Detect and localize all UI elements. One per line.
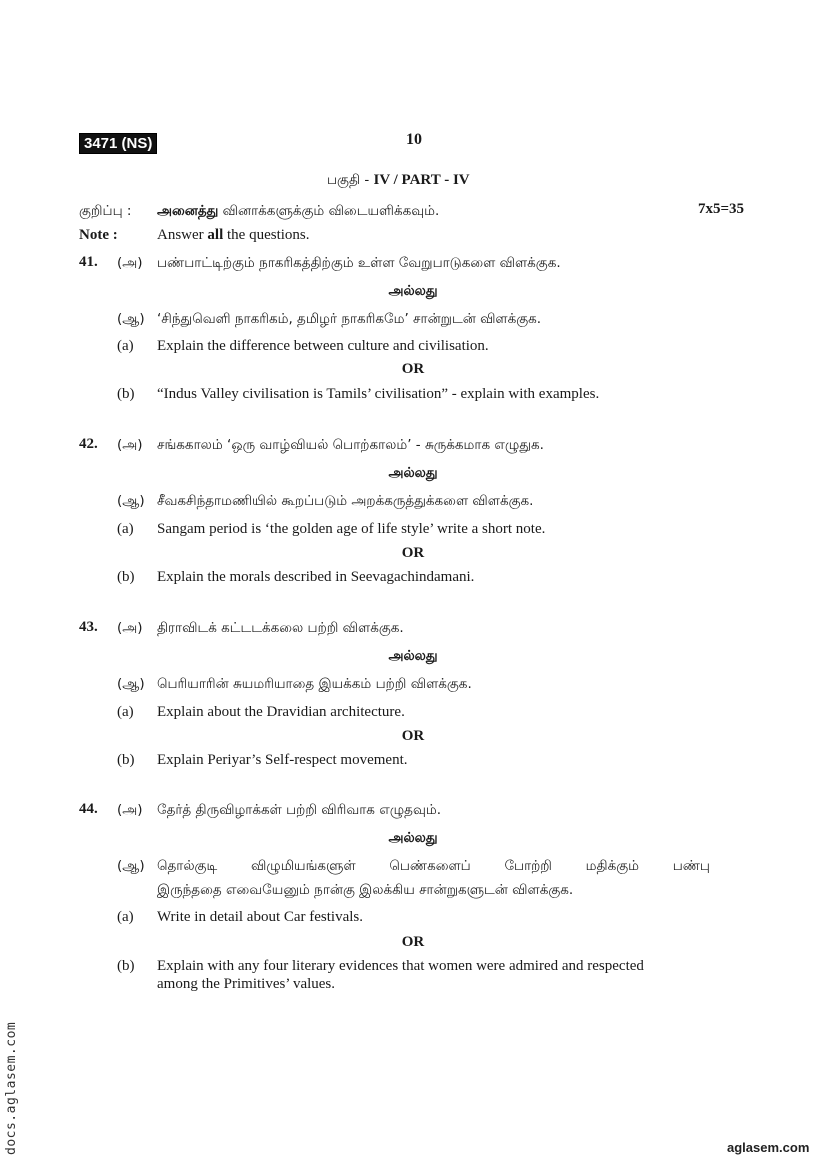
english-option-b-label: (b) bbox=[117, 386, 135, 402]
english-option-b-line1: Explain with any four literary evidences that women were admired and respected bbox=[157, 958, 644, 974]
english-option-b-label: (b) bbox=[117, 752, 135, 768]
tamil-option-b-label: (ஆ) bbox=[117, 676, 145, 692]
part-heading bbox=[327, 172, 470, 190]
tamil-option-b-line2: இருந்ததை எவையேனும் நான்கு இலக்கிய சான்றுகளுடன் விளக்குக. bbox=[157, 882, 574, 898]
tamil-word: போற்றி bbox=[504, 858, 552, 874]
note-bold: all bbox=[207, 227, 224, 243]
tamil-option-a-label: (அ) bbox=[117, 437, 143, 453]
tamil-option-a: சங்ககாலம் ‘ஒரு வாழ்வியல் பொற்காலம்’ - சுருக்கமாக எழுதுக. bbox=[157, 437, 544, 453]
english-option-a: Explain about the Dravidian architecture. bbox=[157, 704, 405, 720]
english-option-b: Explain Periyar’s Self-respect movement. bbox=[157, 752, 408, 768]
tamil-option-a: தேர்த் திருவிழாக்கள் பற்றி விரிவாக எழுதவும். bbox=[157, 802, 442, 818]
tamil-option-a-label: (அ) bbox=[117, 255, 143, 271]
english-or: OR bbox=[401, 728, 425, 744]
tamil-word: விழுமியங்களுள் bbox=[250, 858, 356, 874]
note-post: the questions. bbox=[223, 227, 310, 243]
english-option-b: Explain the morals described in Seevagachindamani. bbox=[157, 569, 475, 585]
tamil-or: அல்லது bbox=[388, 283, 438, 299]
tamil-word: பண்பு bbox=[672, 858, 710, 874]
english-option-a-label: (a) bbox=[117, 909, 134, 925]
tamil-option-b: பெரியாரின் சுயமரியாதை இயக்கம் பற்றி விளக்குக. bbox=[157, 676, 472, 692]
english-option-a-label: (a) bbox=[117, 704, 134, 720]
tamil-note-bold: அனைத்து bbox=[157, 203, 219, 219]
note-pre: Answer bbox=[157, 227, 208, 243]
english-option-b-label: (b) bbox=[117, 569, 135, 585]
page-number: 10 bbox=[406, 131, 422, 148]
tamil-word: பெண்களைப் bbox=[389, 858, 471, 874]
tamil-note-rest: வினாக்களுக்கும் விடையளிக்கவும். bbox=[222, 203, 440, 219]
tamil-option-a: திராவிடக் கட்டடக்கலை பற்றி விளக்குக. bbox=[157, 620, 404, 636]
english-option-b: “Indus Valley civilisation is Tamils’ civilisation” - explain with examples. bbox=[157, 386, 600, 402]
tamil-note-text bbox=[157, 203, 439, 221]
tamil-or: அல்லது bbox=[388, 648, 438, 664]
question-number: 44. bbox=[79, 801, 98, 817]
tamil-option-b: சீவகசிந்தாமணியில் கூறப்படும் அறக்கருத்துக்களை விளக்குக. bbox=[157, 493, 534, 509]
question-number: 43. bbox=[79, 619, 98, 635]
question-number: 42. bbox=[79, 436, 98, 452]
tamil-word: மதிக்கும் bbox=[585, 858, 639, 874]
english-option-b-line2: among the Primitives’ values. bbox=[157, 976, 336, 992]
note-label: Note : bbox=[79, 227, 118, 243]
english-or: OR bbox=[401, 361, 425, 377]
english-or: OR bbox=[401, 545, 425, 561]
side-watermark: docs.aglasem.com bbox=[4, 1021, 19, 1155]
tamil-option-a-label: (அ) bbox=[117, 620, 143, 636]
english-option-a-label: (a) bbox=[117, 338, 134, 354]
english-option-a: Explain the difference between culture and civilisation. bbox=[157, 338, 489, 354]
tamil-option-b-label: (ஆ) bbox=[117, 493, 145, 509]
english-option-a-label: (a) bbox=[117, 521, 134, 537]
tamil-word: தொல்குடி bbox=[157, 858, 218, 874]
english-option-b-label: (b) bbox=[117, 958, 135, 974]
part-heading-tamil: பகுதி - bbox=[327, 172, 374, 188]
english-option-a: Write in detail about Car festivals. bbox=[157, 909, 364, 925]
note-text bbox=[157, 227, 310, 244]
tamil-option-a: பண்பாட்டிற்கும் நாகரிகத்திற்கும் உள்ள வேறுபாடுகளை விளக்குக. bbox=[157, 255, 561, 271]
footer-brand: aglasem.com bbox=[727, 1140, 810, 1155]
total-marks: 7x5=35 bbox=[698, 201, 745, 217]
paper-code-badge: 3471 (NS) bbox=[79, 133, 157, 154]
question-number: 41. bbox=[79, 254, 98, 270]
tamil-option-a-label: (அ) bbox=[117, 802, 143, 818]
tamil-option-b-label: (ஆ) bbox=[117, 311, 145, 327]
tamil-note-label: குறிப்பு : bbox=[79, 203, 132, 219]
part-heading-english: IV / PART - IV bbox=[373, 172, 470, 188]
tamil-option-b-line1 bbox=[157, 858, 710, 876]
tamil-or: அல்லது bbox=[388, 465, 438, 481]
english-or: OR bbox=[401, 934, 425, 950]
tamil-option-b: ‘சிந்துவெளி நாகரிகம், தமிழர் நாகரிகமே’ சான்றுடன் விளக்குக. bbox=[157, 311, 542, 327]
tamil-or: அல்லது bbox=[388, 830, 438, 846]
english-option-a: Sangam period is ‘the golden age of life style’ write a short note. bbox=[157, 521, 546, 537]
tamil-option-b-label: (ஆ) bbox=[117, 858, 145, 874]
